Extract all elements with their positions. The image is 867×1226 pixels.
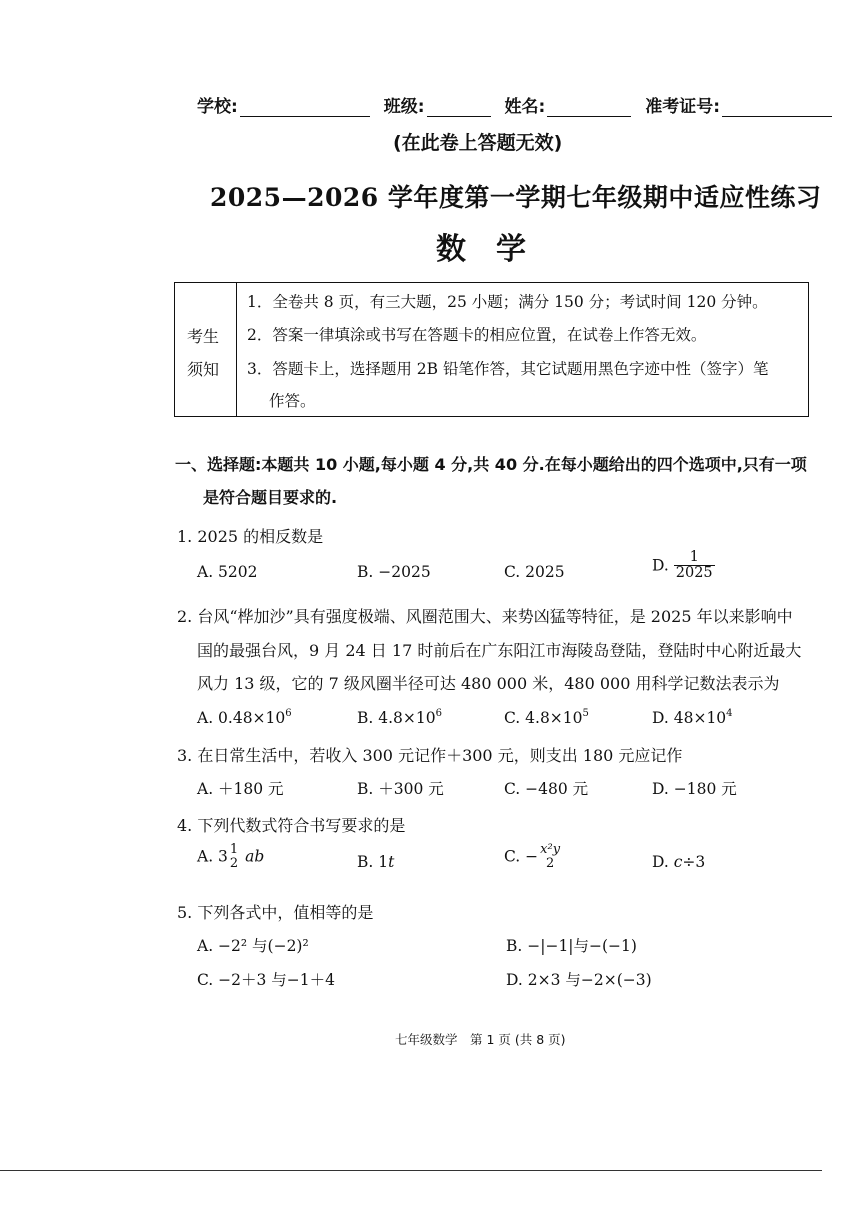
q4-a-denominator: 2: [229, 855, 239, 871]
q5-option-a: A. −2² 与(−2)²: [197, 937, 309, 955]
invalid-notice: (在此卷上答题无效): [393, 132, 563, 154]
q2-d-base: D. 48×10: [652, 709, 727, 727]
notice-item-1: 1．全卷共 8 页，有三大题，25 小题；满分 150 分；考试时间 120 分钟。: [247, 293, 768, 311]
q4-option-b: [357, 853, 394, 871]
school-field[interactable]: [240, 102, 370, 117]
q3-stem: 3. 在日常生活中，若收入 300 元记作＋300 元，则支出 180 元应记作: [177, 746, 683, 765]
q2-c-base: C. 4.8×10: [504, 709, 583, 727]
q2-stem-line2: 国的最强台风，9 月 24 日 17 时前后在广东阳江市海陵岛登陆，登陆时中心附近最大: [197, 641, 802, 660]
q2-option-b: [357, 709, 442, 727]
q1-d-numerator: 1: [674, 550, 715, 566]
ticket-label: 准考证号:: [645, 97, 721, 117]
q1-option-d: [652, 550, 715, 581]
q1-d-prefix: D.: [652, 556, 669, 575]
q3-option-b: B. ＋300 元: [357, 780, 444, 798]
q5-option-b: B. −|−1|与−(−1): [506, 937, 637, 955]
q2-d-exp: 4: [726, 708, 733, 719]
notice-item-3: 3．答题卡上，选择题用 2B 铅笔作答，其它试题用黑色字迹中性（签字）笔: [247, 360, 769, 378]
q2-option-c: [504, 709, 589, 727]
q4-a-variables: ab: [245, 847, 265, 866]
q4-a-numerator: 1: [229, 842, 239, 857]
q1-option-a: A. 5202: [197, 563, 258, 581]
q1-option-b: B. −2025: [357, 563, 431, 581]
q4-c-prefix: C. −: [504, 847, 539, 866]
q3-option-a: A. ＋180 元: [197, 780, 284, 798]
section1-heading-line1: 一、选择题:本题共 10 小题,每小题 4 分,共 40 分.在每小题给出的四个选项中,只有一项: [175, 455, 807, 474]
q1-option-c: C. 2025: [504, 563, 565, 581]
q4-stem: 4. 下列代数式符合书写要求的是: [177, 816, 406, 835]
notice-item-2: 2．答案一律填涂或书写在答题卡的相应位置，在试卷上作答无效。: [247, 326, 707, 344]
q4-a-prefix: A. 3: [197, 847, 228, 866]
q5-option-c: C. −2＋3 与−1＋4: [197, 971, 336, 989]
header-info-line: [197, 92, 832, 117]
q4-option-a: [197, 843, 264, 870]
notice-item-3-cont: 作答。: [269, 392, 316, 410]
ticket-field[interactable]: [722, 102, 832, 117]
q5-option-d: D. 2×3 与−2×(−3): [506, 971, 652, 989]
page-footer: 七年级数学 第 1 页 (共 8 页): [395, 1032, 566, 1047]
q2-a-base: A. 0.48×10: [197, 709, 286, 727]
q4-option-c: [504, 843, 562, 870]
q2-stem-line3: 风力 13 级，它的 7 级风圈半径可达 480 000 米，480 000 用科学记数法表示为: [197, 674, 780, 693]
q2-b-exp: 6: [435, 708, 442, 719]
q2-a-exp: 6: [285, 708, 292, 719]
q1-stem: 1. 2025 的相反数是: [177, 527, 324, 546]
q1-d-denominator: 2025: [675, 565, 713, 582]
q2-option-a: [197, 709, 292, 727]
name-field[interactable]: [547, 102, 631, 117]
school-label: 学校:: [197, 97, 238, 117]
class-field[interactable]: [427, 102, 491, 117]
bottom-rule: [0, 1170, 822, 1171]
q4-c-numerator: x²y: [540, 842, 561, 857]
q2-option-d: [652, 709, 733, 727]
exam-title: 2025—2026 学年度第一学期七年级期中适应性练习: [210, 183, 822, 212]
q4-d-prefix: D.: [652, 853, 674, 871]
section1-heading-line2: 是符合题目要求的.: [203, 488, 338, 507]
class-label: 班级:: [383, 97, 425, 117]
q4-d-suffix: ÷3: [682, 853, 706, 871]
name-label: 姓名:: [504, 97, 546, 117]
q2-c-exp: 5: [582, 708, 589, 719]
notice-label-cell: [175, 283, 237, 416]
subject-title: 数 学: [436, 232, 526, 267]
candidate-notice-box: [174, 282, 809, 417]
q3-option-c: C. −480 元: [504, 780, 589, 798]
q3-option-d: D. −180 元: [652, 780, 737, 798]
q2-stem-line1: 2. 台风“桦加沙”具有强度极端、风圈范围大、来势凶猛等特征，是 2025 年以来影响中: [177, 607, 793, 626]
q4-c-denominator: 2: [545, 855, 555, 871]
notice-label-line1: 考生: [187, 327, 220, 346]
q1-d-fraction: [674, 550, 715, 581]
q4-d-variable: c: [673, 853, 683, 871]
notice-label-line2: 须知: [187, 360, 220, 379]
q2-b-base: B. 4.8×10: [357, 709, 436, 727]
q5-stem: 5. 下列各式中，值相等的是: [177, 903, 374, 922]
q4-b-prefix: B. 1: [357, 853, 389, 871]
q4-a-fraction: [228, 843, 240, 870]
q4-b-variable: t: [388, 853, 395, 871]
q4-option-d: [652, 853, 705, 871]
q4-c-fraction: [538, 843, 562, 870]
